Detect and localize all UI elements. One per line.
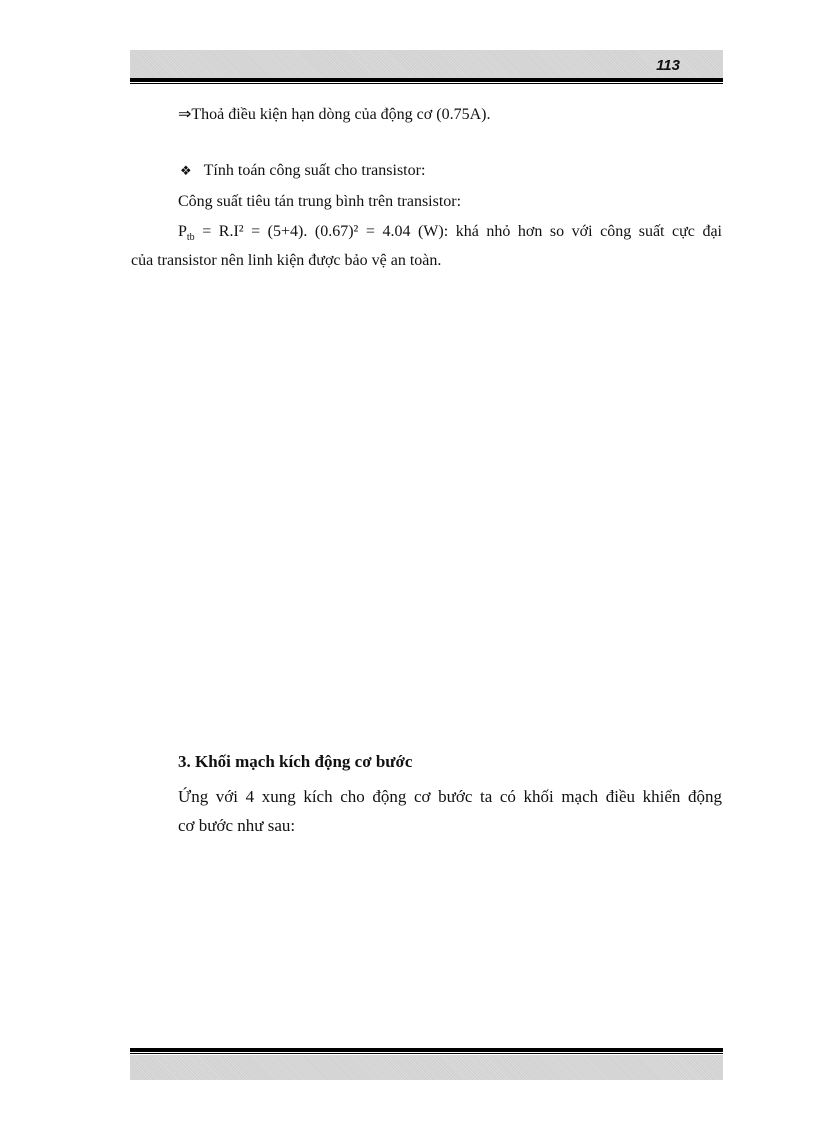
formula-subscript: tb <box>186 232 195 244</box>
formula-continuation: của transistor nên linh kiện được bảo vệ an toàn. <box>131 252 442 269</box>
formula-line <box>178 223 722 243</box>
section-paragraph-line2: cơ bước như sau: <box>178 816 296 835</box>
header-rule <box>130 78 723 82</box>
bullet-item <box>180 162 425 180</box>
header-rule-thin <box>130 83 723 84</box>
footer-rule-thin <box>130 1053 723 1054</box>
formula-symbol: P <box>178 223 187 240</box>
conclusion-line: ⇒Thoả điều kiện hạn dòng của động cơ (0.75A). <box>178 106 491 123</box>
formula-text: = R.I² = (5+4). (0.67)² = 4.04 (W): khá nhỏ hơn so với công suất cực đại <box>194 223 722 240</box>
section-heading: 3. Khối mạch kích động cơ bước <box>178 752 413 771</box>
section-paragraph-line1: Ứng với 4 xung kích cho động cơ bước ta có khối mạch điều khiển động <box>178 787 722 806</box>
footer-band <box>130 1055 723 1080</box>
power-intro: Công suất tiêu tán trung bình trên transistor: <box>178 193 462 210</box>
bullet-text: Tính toán công suất cho transistor: <box>203 162 426 179</box>
diamond-bullet-icon: ❖ <box>180 163 192 178</box>
page-number: 113 <box>656 57 680 74</box>
footer-rule <box>130 1048 723 1052</box>
header-band <box>130 50 723 78</box>
